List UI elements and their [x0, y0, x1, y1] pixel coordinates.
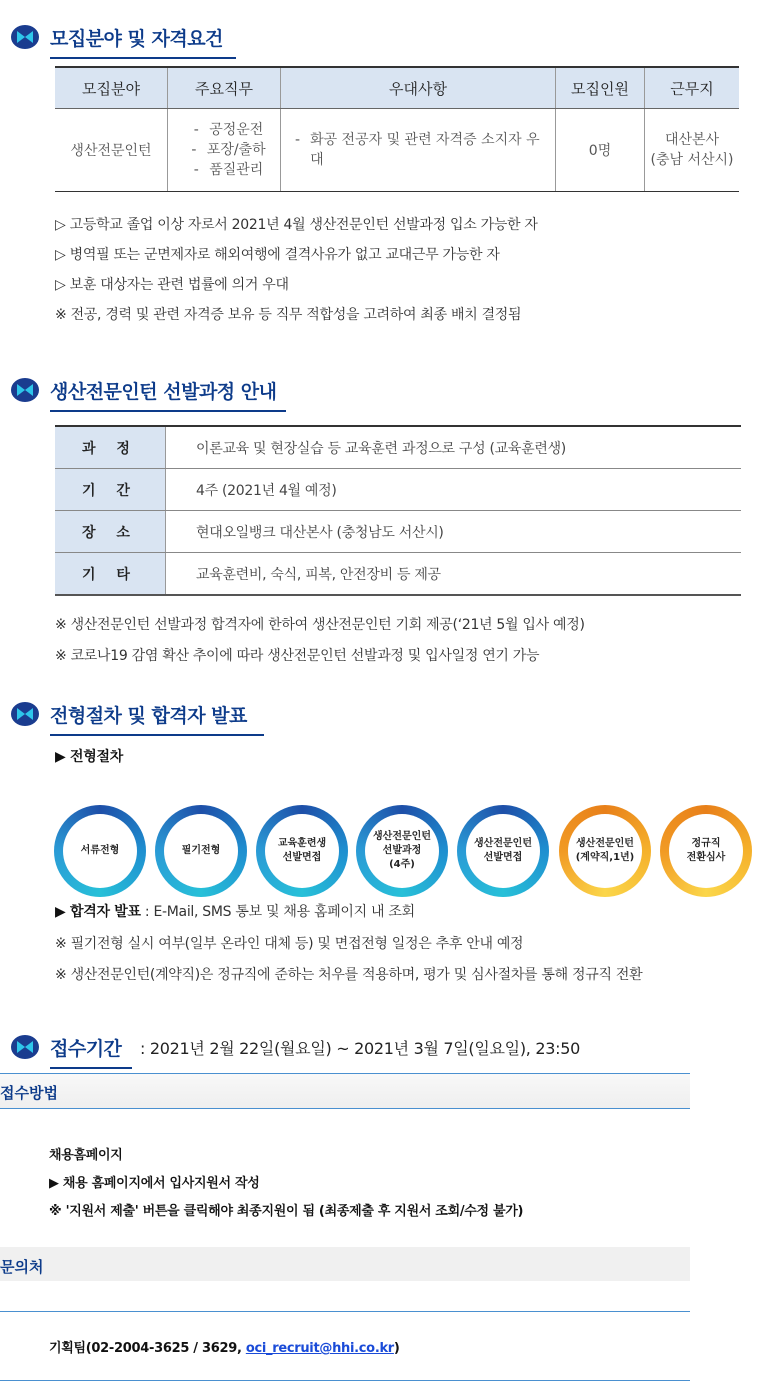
- table-row: [55, 426, 741, 469]
- table-header: 주요직무: [168, 67, 281, 109]
- step-label: 서류전형: [63, 814, 137, 888]
- process-note: ※ 필기전형 실시 여부(일부 온라인 대체 등) 및 면접전형 일정은 추후 안내 예정: [55, 936, 524, 952]
- section-title-program: 생산전문인턴 선발과정 안내: [50, 377, 276, 404]
- process-note: ※ 생산전문인턴(계약직)은 정규직에 준하는 처우를 적용하며, 평가 및 심사절차를 통해 정규직 전환: [55, 967, 643, 983]
- preference-cell: - 화공 전공자 및 관련 자격증 소지자 우대: [281, 109, 556, 192]
- qualification-note: ▷ 병역필 또는 군면제자로 해외여행에 결격사유가 없고 교대근무 가능한 자: [55, 247, 500, 263]
- duty-item: - 포장/출하: [178, 140, 279, 160]
- row-value: 4주 (2021년 4월 예정): [166, 469, 742, 511]
- contact-header-bg: [0, 1247, 690, 1281]
- contact-line: [49, 1337, 400, 1356]
- process-step: [457, 805, 549, 897]
- step-label: 정규직 전환심사: [669, 814, 743, 888]
- apply-line: ※ '지원서 제출' 버튼을 클릭해야 최종지원이 됨 (최종제출 후 지원서 조회/수정 불가): [49, 1204, 524, 1219]
- table-header: 모집분야: [55, 67, 168, 109]
- row-key: 장 소: [55, 511, 166, 553]
- process-step: [660, 805, 752, 897]
- table-header: 근무지: [645, 67, 740, 109]
- section-bullet-icon: [10, 1034, 40, 1060]
- location-line: 대산본사: [664, 132, 720, 148]
- program-note: ※ 생산전문인턴 선발과정 합격자에 한하여 생산전문인턴 기회 제공(‘21년 5월 입사 예정): [55, 617, 585, 633]
- qualification-note: ▷ 보훈 대상자는 관련 법률에 의거 우대: [55, 277, 289, 293]
- announce-label: ▶ 합격자 발표: [55, 904, 141, 920]
- section-bullet-icon: [10, 377, 40, 403]
- row-key: 기 타: [55, 553, 166, 596]
- program-table: [55, 425, 741, 596]
- preference-text: 화공 전공자 및 관련 자격증 소지자 우대: [310, 132, 540, 168]
- qualification-note: ▷ 고등학교 졸업 이상 자로서 2021년 4월 생산전문인턴 선발과정 입소 가능한 자: [55, 217, 538, 233]
- duty-item: - 품질관리: [178, 160, 279, 180]
- announce-text: : E-Mail, SMS 통보 및 채용 홈페이지 내 조회: [144, 904, 415, 920]
- field-cell: 생산전문인턴: [55, 109, 168, 192]
- duty-item: - 공정운전: [178, 120, 279, 140]
- table-row: [55, 469, 741, 511]
- process-step: [54, 805, 146, 897]
- program-note: ※ 코로나19 감염 확산 추이에 따라 생산전문인턴 선발과정 및 입사일정 연기 가능: [55, 648, 540, 664]
- apply-title: 접수방법: [0, 1084, 58, 1102]
- step-label: 생산전문인턴 선발과정 (4주): [365, 814, 439, 888]
- qualification-note: ※ 전공, 경력 및 관련 자격증 보유 등 직무 적합성을 고려하여 최종 배치 결정됨: [55, 307, 522, 323]
- process-step: [356, 805, 448, 897]
- apply-line: ▶ 채용 홈페이지에서 입사지원서 작성: [49, 1176, 260, 1191]
- contact-bottom-divider: [0, 1380, 690, 1381]
- row-key: 기 간: [55, 469, 166, 511]
- contact-title: 문의처: [0, 1258, 44, 1276]
- process-step: [256, 805, 348, 897]
- section-title-qualifications: 모집분야 및 자격요건: [50, 24, 223, 51]
- row-value: 현대오일뱅크 대산본사 (충청남도 서산시): [166, 511, 742, 553]
- process-subtitle: ▶ 전형절차: [55, 749, 123, 765]
- recruit-field-table: [55, 66, 739, 192]
- section-bullet-icon: [10, 701, 40, 727]
- duties-cell: [168, 109, 281, 192]
- process-step: [559, 805, 651, 897]
- period-text: : 2021년 2월 22일(월요일) ~ 2021년 3월 7일(일요일), 23:50: [140, 1039, 580, 1058]
- process-step: [155, 805, 247, 897]
- announce-line: [55, 901, 415, 921]
- step-label: 필기전형: [164, 814, 238, 888]
- table-row: [55, 553, 741, 596]
- count-cell: 0명: [556, 109, 645, 192]
- step-label: 교육훈련생 선발면접: [265, 814, 339, 888]
- section-bullet-icon: [10, 24, 40, 50]
- row-key: 과 정: [55, 426, 166, 469]
- contact-divider: [0, 1311, 690, 1312]
- contact-text: ): [393, 1341, 400, 1356]
- table-row: [55, 109, 739, 192]
- location-line: (충남 서산시): [650, 152, 734, 168]
- contact-email-link[interactable]: oci_recruit@hhi.co.kr: [245, 1341, 394, 1356]
- apply-line: 채용홈페이지: [49, 1148, 123, 1163]
- table-header: 모집인원: [556, 67, 645, 109]
- section-title-period: 접수기간: [50, 1034, 121, 1061]
- step-label: 생산전문인턴 (계약직,1년): [568, 814, 642, 888]
- table-row: [55, 511, 741, 553]
- table-header: 우대사항: [281, 67, 556, 109]
- section-title-process: 전형절차 및 합격자 발표: [50, 701, 247, 728]
- row-value: 교육훈련비, 숙식, 피복, 안전장비 등 제공: [166, 553, 742, 596]
- step-label: 생산전문인턴 선발면접: [466, 814, 540, 888]
- location-cell: [645, 109, 740, 192]
- contact-text: 기획팀(02-2004-3625 / 3629,: [49, 1341, 246, 1356]
- apply-header: [0, 1073, 690, 1109]
- row-value: 이론교육 및 현장실습 등 교육훈련 과정으로 구성 (교육훈련생): [166, 426, 742, 469]
